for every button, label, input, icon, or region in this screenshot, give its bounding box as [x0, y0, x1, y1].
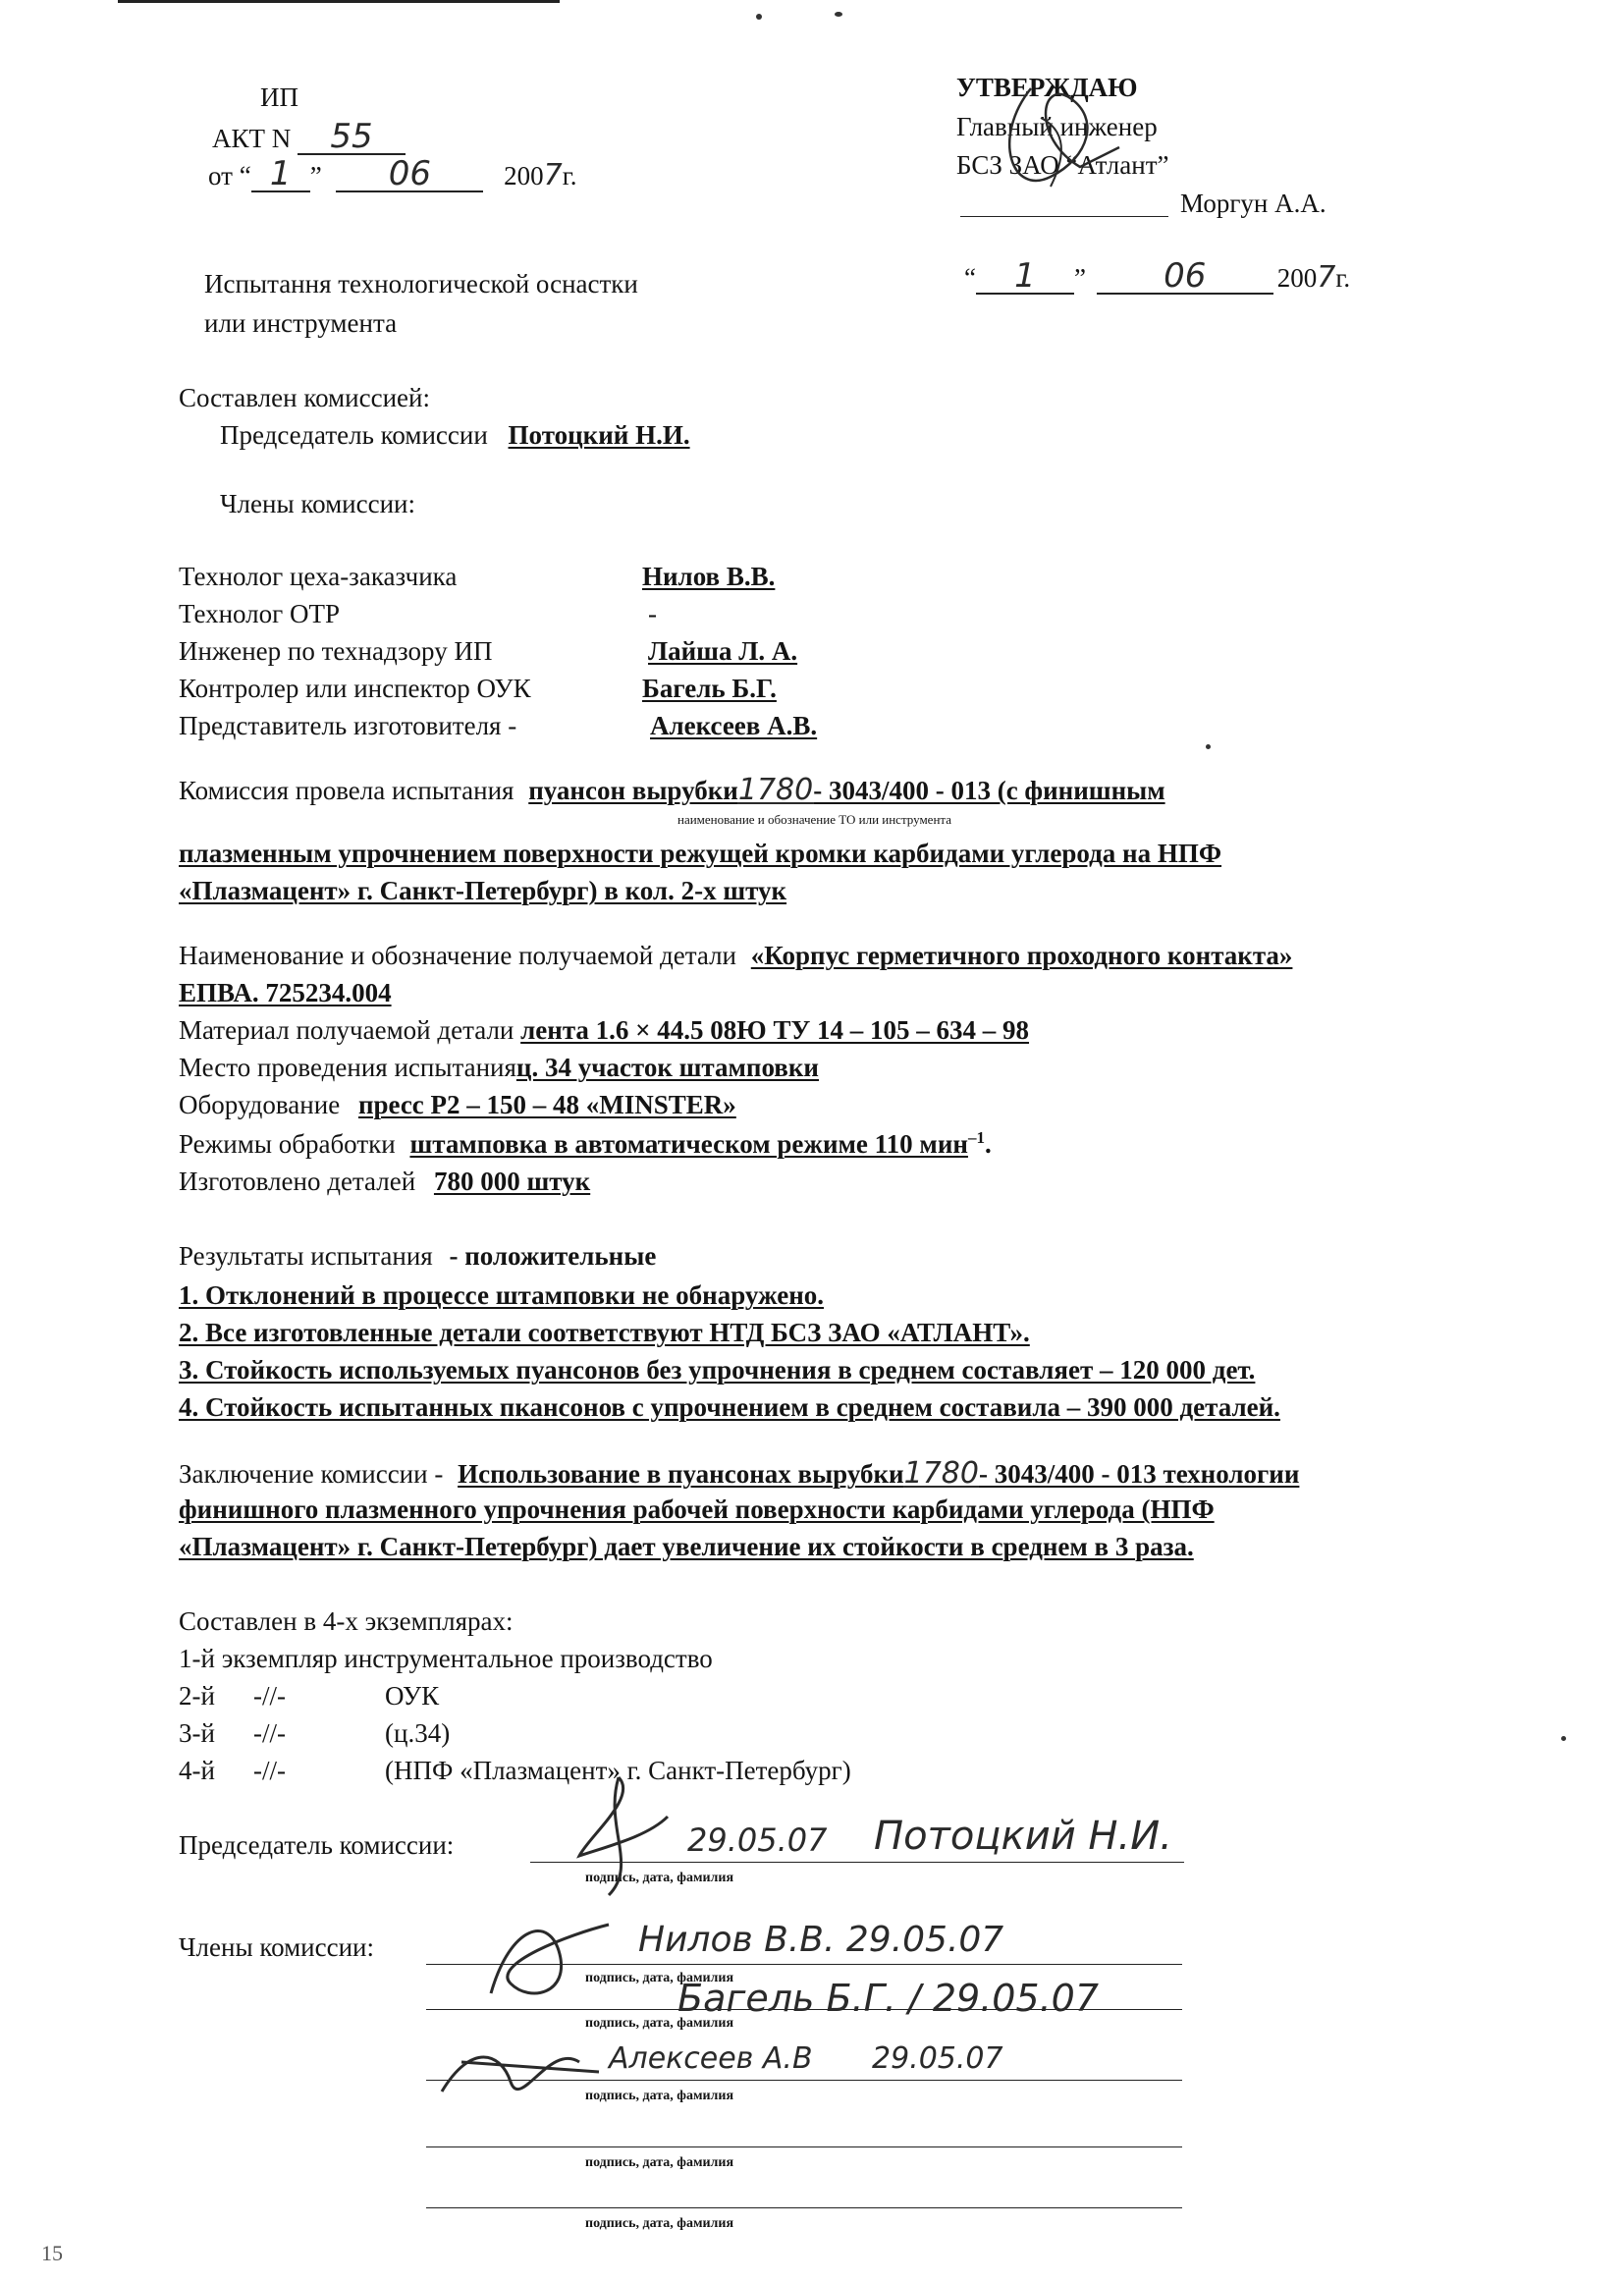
test-caption: наименование и обозначение ТО или инструмента — [677, 812, 952, 827]
mode-row — [179, 1129, 992, 1158]
copy-num: 2-й — [179, 1681, 215, 1711]
place-row — [179, 1055, 819, 1081]
hw-member-3-date: 29.05.07 — [872, 2041, 1003, 2076]
copy-dest: (ц.34) — [385, 1718, 451, 1748]
part-row — [179, 943, 1292, 969]
act-number-hw: 55 — [298, 120, 406, 155]
sign-caption: подпись, дата, фамилия — [585, 2016, 734, 2031]
part-code: ЕПВА. 725234.004 — [179, 978, 392, 1007]
made-row — [179, 1168, 590, 1195]
copy-mark: -//- — [253, 1681, 286, 1711]
material-value: лента 1.6 × 44.5 08Ю ТУ 14 – 105 – 634 – 98 — [520, 1015, 1030, 1045]
test-row — [179, 773, 1165, 807]
sign-chair-label: Председатель комиссии: — [179, 1830, 455, 1860]
test-label: Комиссия провела испытания — [179, 776, 514, 805]
results-row — [179, 1243, 656, 1270]
conclusion-start: Использование в пуансонах вырубки — [458, 1459, 904, 1489]
act-day-hw: 1 — [251, 157, 310, 192]
member-role: Технолог цеха-заказчика — [179, 562, 458, 591]
act-label: АКТ N — [212, 124, 292, 153]
year-prefix: 200 — [504, 161, 544, 190]
hw-member-3-name: Алексеев А.В — [609, 2041, 813, 2076]
members-label: Члены комиссии: — [220, 489, 415, 518]
hw-member-1: Нилов В.В. 29.05.07 — [638, 1920, 1004, 1960]
approve-label: УТВЕРЖДАЮ — [956, 73, 1138, 102]
scan-speck — [1206, 744, 1211, 749]
mode-end: . — [984, 1129, 992, 1159]
approver-name: Моргун А.А. — [1180, 189, 1326, 218]
equipment-row — [179, 1092, 736, 1118]
sign-caption: подпись, дата, фамилия — [585, 1871, 734, 1885]
year-suffix: г. — [1335, 263, 1351, 293]
copy-mark: -//- — [253, 1718, 286, 1748]
made-label: Изготовлено деталей — [179, 1167, 416, 1196]
act-date-row — [208, 154, 577, 193]
sign-caption: подпись, дата, фамилия — [585, 2155, 734, 2170]
mode-label: Режимы обработки — [179, 1129, 396, 1159]
chair-name: Потоцкий Н.И. — [508, 420, 690, 450]
hw-chair-date: 29.05.07 — [687, 1821, 828, 1859]
date-quote: ” — [1073, 263, 1086, 293]
mode-value: штамповка в автоматическом режиме 110 мин — [409, 1129, 968, 1159]
place-value: ц. 34 участок штамповки — [515, 1053, 819, 1082]
test-line-2: плазменным упрочнением поверхности режущей кромки карбидами углерода на НПФ — [179, 839, 1222, 868]
copy-num: 3-й — [179, 1718, 215, 1748]
approver-signature — [972, 79, 1168, 216]
results-label: Результаты испытания — [179, 1241, 433, 1271]
sign-line — [426, 2146, 1182, 2147]
result-item: 1. Отклонений в процессе штамповки не обнаружено. — [179, 1280, 825, 1310]
scan-speck — [756, 14, 762, 20]
act-number-row — [212, 117, 406, 156]
chair-signature — [550, 1758, 687, 1905]
copy-mark: -//- — [253, 1756, 286, 1785]
approver-org: БСЗ ЗАО “Атлант” — [956, 150, 1169, 180]
copies-heading: Составлен в 4-х экземплярах: — [179, 1606, 514, 1636]
approver-position: Главный инженер — [956, 112, 1158, 141]
made-value: 780 000 штук — [433, 1167, 591, 1196]
member-role: Контролер или инспектор ОУК — [179, 674, 531, 703]
hw-member-2: Багель Б.Г. / 29.05.07 — [677, 1977, 1100, 2020]
subject-line-1: Испытання технологической оснастки — [204, 269, 638, 299]
date-prefix: от “ — [208, 161, 251, 190]
chair-row — [220, 422, 690, 449]
approver-sign-line — [960, 216, 1168, 217]
hw-chair-name: Потоцкий Н.И. — [874, 1814, 1172, 1859]
part-value: «Корпус герметичного проходного контакта» — [750, 941, 1293, 970]
composed-label: Составлен комиссией: — [179, 383, 430, 412]
sign-caption: подпись, дата, фамилия — [585, 2216, 734, 2231]
mode-sup: –1 — [967, 1128, 985, 1147]
test-value-start: пуансон вырубки — [528, 776, 738, 805]
conclusion-line-2: финишного плазменного упрочнения рабочей поверхности карбидами углерода (НПФ — [179, 1494, 1215, 1524]
member-role: Технолог ОТР — [179, 599, 340, 628]
act-year-hw: 7 — [543, 158, 563, 192]
result-item: 2. Все изготовленные детали соответствуют НТД БСЗ ЗАО «АТЛАНТ». — [179, 1318, 1030, 1347]
year-prefix: 200 — [1276, 263, 1318, 293]
chair-label: Председатель комиссии — [220, 420, 488, 450]
year-suffix: г. — [562, 161, 577, 190]
sign-line — [426, 2207, 1182, 2208]
test-code-hw: 1780 — [737, 773, 814, 807]
member-role: Инженер по технадзору ИП — [179, 636, 493, 666]
result-item: 4. Стойкость испытанных пкансонов с упрочнением в среднем составила – 390 000 деталей. — [179, 1392, 1280, 1422]
member-name: Лайша Л. А. — [648, 636, 798, 666]
approve-date-row — [964, 256, 1351, 296]
conclusion-end: - 3043/400 - 013 технологии — [978, 1459, 1300, 1489]
equipment-value: пресс Р2 – 150 – 48 «MINSTER» — [357, 1090, 736, 1119]
conclusion-label: Заключение комиссии - — [179, 1459, 444, 1489]
conclusion-code-hw: 1780 — [903, 1456, 979, 1491]
approve-month-hw: 06 — [1097, 259, 1273, 295]
copy-num: 4-й — [179, 1756, 215, 1785]
member-role: Представитель изготовителя - — [179, 711, 517, 740]
sign-caption: подпись, дата, фамилия — [585, 2089, 734, 2103]
copy-row — [179, 1646, 713, 1672]
member-name: Багель Б.Г. — [642, 674, 777, 703]
material-label: Материал получаемой детали — [179, 1015, 514, 1045]
conclusion-row — [179, 1456, 1300, 1491]
test-line-3: «Плазмацент» г. Санкт-Петербург) в кол. 2-х штук — [179, 876, 787, 905]
ip-label: ИП — [260, 82, 298, 112]
scan-speck — [835, 12, 842, 17]
subject-line-2: или инструмента — [204, 308, 398, 338]
copy-dest: экземпляр инструментальное производство — [221, 1644, 713, 1673]
member-3-signature — [432, 2023, 609, 2111]
sign-members-label: Члены комиссии: — [179, 1932, 374, 1962]
result-item: 3. Стойкость используемых пуансонов без упрочнения в среднем составляет – 120 000 дет. — [179, 1355, 1256, 1385]
place-label: Место проведения испытания — [179, 1053, 516, 1082]
copy-num: 1-й — [179, 1644, 215, 1673]
approve-year-hw: 7 — [1317, 260, 1336, 295]
sign-caption: подпись, дата, фамилия — [585, 1971, 734, 1985]
results-value: - положительные — [449, 1241, 657, 1271]
member-1-signature — [471, 1905, 628, 2013]
date-quote: “ — [964, 263, 976, 293]
scan-speck — [1561, 1736, 1566, 1741]
copy-dest: (НПФ «Плазмацент» г. Санкт-Петербург) — [385, 1756, 851, 1785]
member-name: Нилов В.В. — [642, 562, 776, 591]
conclusion-line-3: «Плазмацент» г. Санкт-Петербург) дает увеличение их стойкости в среднем в 3 раза. — [179, 1532, 1194, 1561]
member-name: - — [648, 599, 657, 628]
act-month-hw: 06 — [336, 157, 483, 192]
equipment-label: Оборудование — [179, 1090, 341, 1119]
scan-top-edge — [118, 0, 560, 3]
part-label: Наименование и обозначение получаемой детали — [179, 941, 737, 970]
date-quote: ” — [309, 161, 322, 190]
member-name: Алексеев А.В. — [650, 711, 818, 740]
corner-mark: 15 — [41, 2241, 63, 2265]
approve-day-hw: 1 — [976, 259, 1074, 295]
material-row — [179, 1017, 1029, 1044]
test-value-end: - 3043/400 - 013 (с финишным — [813, 776, 1165, 805]
copy-dest: ОУК — [385, 1681, 440, 1711]
